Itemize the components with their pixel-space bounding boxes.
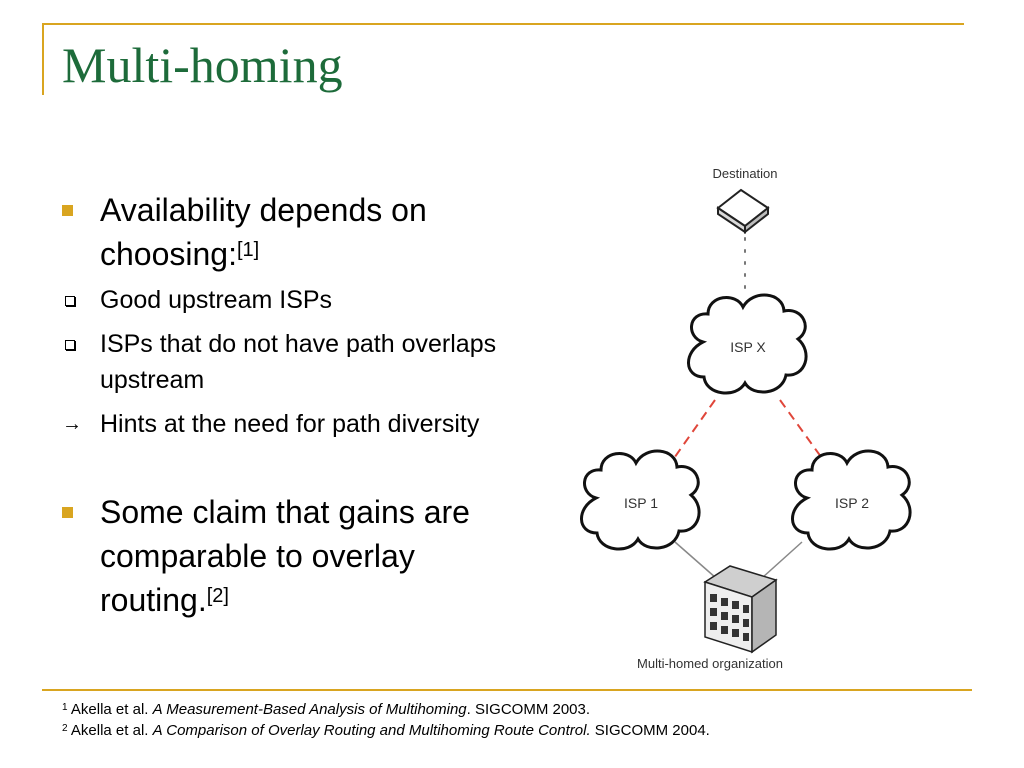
dashed-link-right xyxy=(780,400,824,461)
isp-2-label: ISP 2 xyxy=(835,495,869,511)
isp-x-label: ISP X xyxy=(730,339,766,355)
multihoming-diagram xyxy=(540,150,869,680)
footnote-number: 1 xyxy=(62,702,68,713)
bullet-list xyxy=(62,188,502,622)
sub-bullet-list xyxy=(62,282,502,442)
sub-bullet-text: ISPs that do not have path overlaps upstream xyxy=(100,330,497,394)
square-bullet-icon xyxy=(62,205,73,216)
footnote-2 xyxy=(62,720,710,741)
checkbox-bullet-icon xyxy=(65,296,75,306)
link-isp2-org xyxy=(762,542,802,578)
footnote-number: 2 xyxy=(62,723,68,734)
isp-1-label: ISP 1 xyxy=(624,495,658,511)
isp-1-cloud xyxy=(581,451,699,549)
footnote-ref: [2] xyxy=(206,585,229,607)
router-icon xyxy=(718,190,768,232)
footnote-ref: [1] xyxy=(236,239,260,261)
organization-label: Multi-homed organization xyxy=(637,656,783,671)
footnote-title: A Measurement-Based Analysis of Multihoming xyxy=(152,701,467,718)
checkbox-bullet-icon xyxy=(65,340,75,350)
bullet-availability xyxy=(62,188,502,276)
footnote-venue: . SIGCOMM 2003. xyxy=(466,701,591,718)
arrow-bullet-icon: → xyxy=(62,413,82,435)
slide-title: Multi-homing xyxy=(62,37,343,93)
square-bullet-icon xyxy=(62,507,73,518)
sub-bullet-text: Good upstream ISPs xyxy=(100,286,333,314)
left-frame-rule xyxy=(42,23,44,95)
dashed-link-left xyxy=(672,400,715,461)
footnote-title: A Comparison of Overlay Routing and Multihoming Route Control. xyxy=(152,722,591,739)
bullet-text: Some claim that gains are comparable to overlay routing. xyxy=(100,494,470,618)
sub-bullet-no-overlaps xyxy=(62,326,502,398)
footnote-venue: SIGCOMM 2004. xyxy=(590,722,710,739)
footnotes xyxy=(62,699,710,741)
bullet-text: Availability depends on choosing: xyxy=(100,192,427,272)
destination-label: Destination xyxy=(712,166,778,181)
isp-2-cloud xyxy=(792,451,910,549)
top-frame-rule xyxy=(42,23,964,25)
footnote-authors: Akella et al. xyxy=(70,701,149,718)
footnote-rule xyxy=(42,689,972,691)
footnote-authors: Akella et al. xyxy=(70,722,149,739)
link-isp1-org xyxy=(675,542,716,578)
footnote-1 xyxy=(62,699,710,720)
building-icon xyxy=(705,566,776,652)
bullet-overlay-claim xyxy=(62,490,502,622)
sub-bullet-text: Hints at the need for path diversity xyxy=(100,410,480,438)
isp-x-cloud xyxy=(688,295,806,393)
sub-bullet-path-diversity xyxy=(62,406,502,442)
sub-bullet-good-isps xyxy=(62,282,502,318)
